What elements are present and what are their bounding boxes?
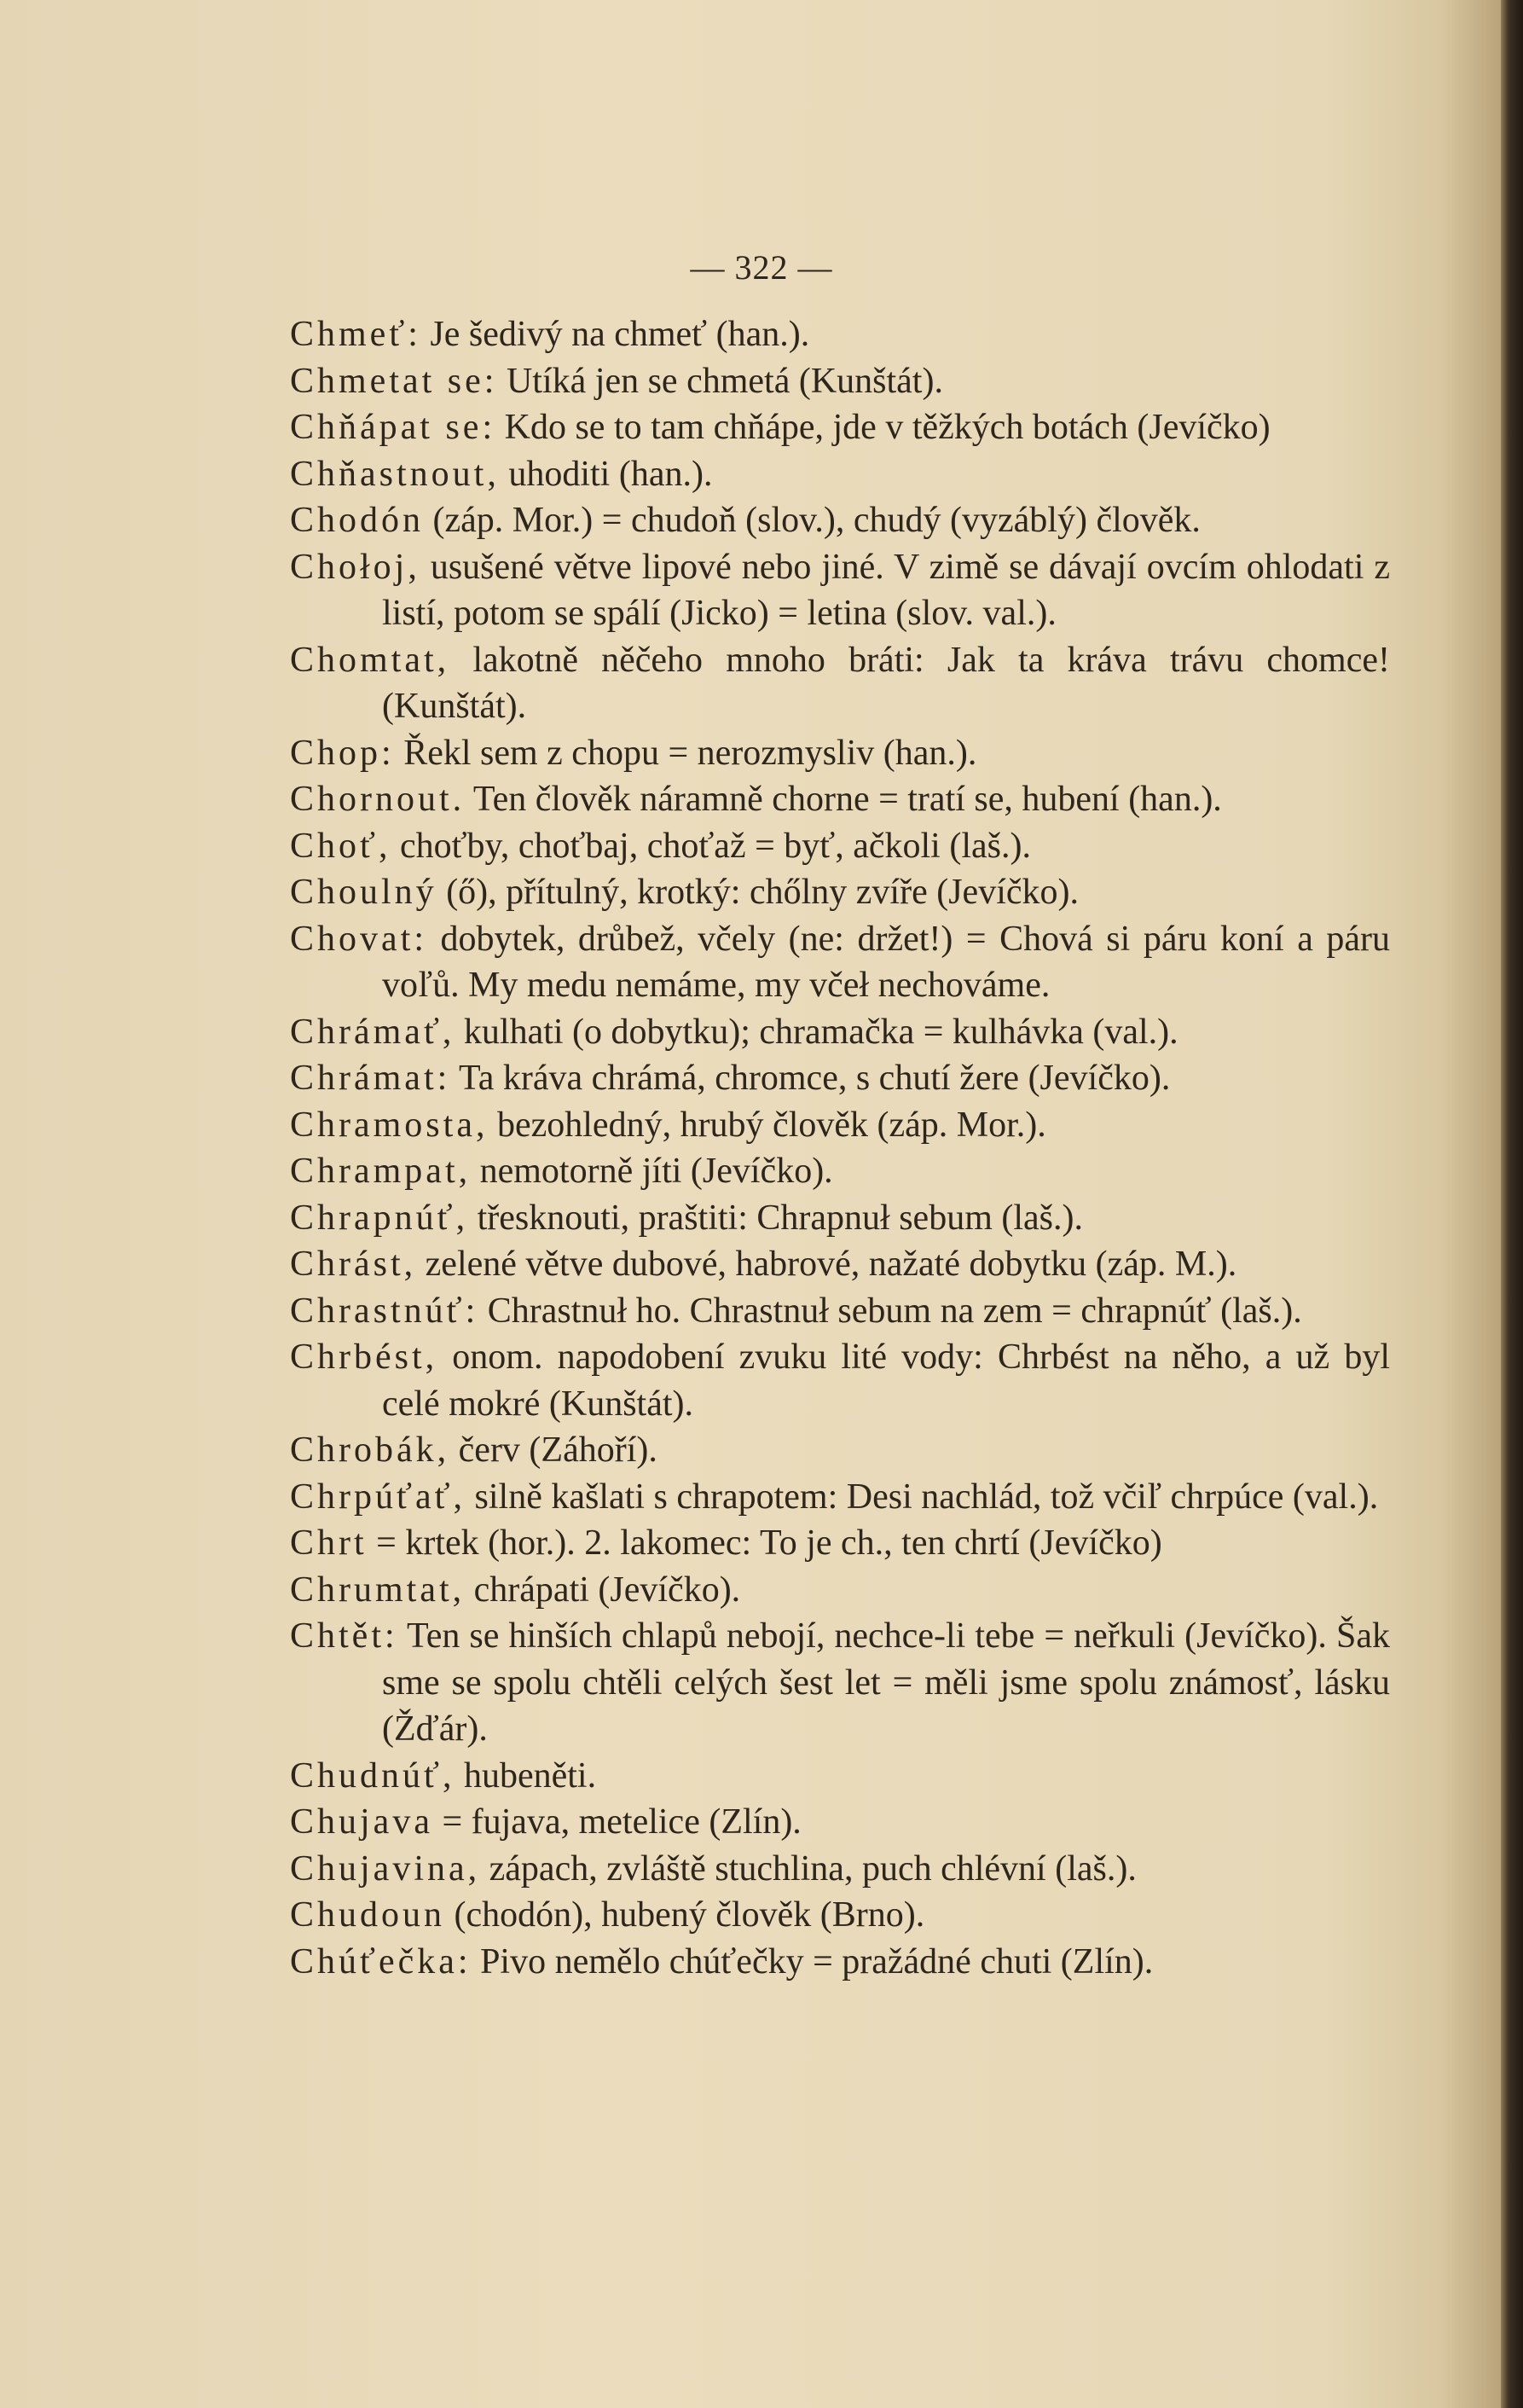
dictionary-entry xyxy=(290,1520,1390,1567)
dictionary-entry xyxy=(290,1241,1390,1288)
dictionary-entry xyxy=(290,1939,1390,1986)
entry-headword: Chrampat, xyxy=(290,1152,472,1191)
entry-headword: Chrbést, xyxy=(290,1337,438,1377)
entry-definition: silně kašlati s chrapotem: Desi nachlád, tož včiľ chrpúce (val.). xyxy=(466,1477,1379,1517)
dictionary-entry xyxy=(290,916,1390,1009)
entry-definition: kulhati (o dobytku); chramačka = kulhávka (val.). xyxy=(455,1012,1178,1052)
dictionary-entries xyxy=(290,311,1390,1985)
entry-headword: Chrobák, xyxy=(290,1430,450,1470)
entry-definition: nemotorně jíti (Jevíčko). xyxy=(471,1152,833,1191)
dictionary-entry xyxy=(290,1427,1390,1474)
entry-definition: Kdo se to tam chňápe, jde v těžkých botách (Jevíčko) xyxy=(495,408,1271,447)
dictionary-entry xyxy=(290,497,1390,544)
entry-definition: onom. napodobení zvuku lité vody: Chrbést na něho, a už byl celé mokré (Kunštát). xyxy=(382,1337,1390,1424)
entry-headword: Chrumtat, xyxy=(290,1570,466,1610)
entry-definition: lakotně něčeho mnoho bráti: Jak ta kráva trávu chomce! (Kunštát). xyxy=(382,640,1390,726)
entry-definition: usušené větve lipové nebo jiné. V zimě se dávají ovcím ohlodati z listí, potom se spálí (Jicko) = letina (slov. val.). xyxy=(382,547,1390,633)
dictionary-entry xyxy=(290,358,1390,405)
dictionary-entry xyxy=(290,869,1390,916)
entry-headword: Chop: xyxy=(290,733,395,773)
entry-definition: Ta kráva chrámá, chromce, s chutí žere (Jevíčko). xyxy=(450,1059,1171,1098)
dictionary-entry xyxy=(290,1102,1390,1149)
entry-headword: Chramosta, xyxy=(290,1105,489,1145)
entry-definition: dobytek, drůbež, včely (ne: držet!) = Chová si páru koní a páru voľů. My medu nemáme, my včeł nechováme. xyxy=(382,919,1390,1005)
entry-headword: Chujava xyxy=(290,1802,433,1842)
dictionary-entry xyxy=(290,776,1390,823)
entry-headword: Chudnúť, xyxy=(290,1755,455,1796)
dictionary-entry xyxy=(290,1148,1390,1195)
entry-definition: hubeněti. xyxy=(455,1755,597,1796)
dictionary-entry xyxy=(290,1846,1390,1893)
dictionary-entry xyxy=(290,1613,1390,1753)
entry-headword: Chrámať, xyxy=(290,1012,455,1052)
entry-headword: Chtět: xyxy=(290,1616,398,1656)
dictionary-entry xyxy=(290,1474,1390,1521)
entry-headword: Chrpúťať, xyxy=(290,1477,466,1517)
entry-definition: (ő), přítulný, krotký: chőlny zvíře (Jevíčko). xyxy=(437,873,1079,912)
dictionary-entry xyxy=(290,1799,1390,1846)
entry-definition: (chodón), hubený člověk (Brno). xyxy=(445,1895,925,1935)
entry-definition: Ten se hinších chlapů nebojí, nechce-li tebe = neřkuli (Jevíčko). Šak sme se spolu chtěli celých šest let = měli jsme spolu známosť, lásku (Žďár). xyxy=(382,1616,1390,1749)
entry-headword: Chodón xyxy=(290,501,425,540)
dictionary-entry xyxy=(290,1334,1390,1427)
entry-definition: = fujava, metelice (Zlín). xyxy=(432,1802,802,1842)
entry-headword: Chovat: xyxy=(290,919,427,959)
entry-headword: Chrastnúť: xyxy=(290,1291,479,1331)
dictionary-entry xyxy=(290,1009,1390,1056)
dictionary-entry xyxy=(290,451,1390,498)
entry-definition: Ten člověk náramně chorne = tratí se, hubení (han.). xyxy=(465,780,1222,819)
entry-headword: Chornout. xyxy=(290,780,466,819)
entry-definition: Utíká jen se chmetá (Kunštát). xyxy=(497,361,943,401)
entry-definition: bezohledný, hrubý člověk (záp. Mor.). xyxy=(488,1105,1046,1145)
entry-definition: Řekl sem z chopu = nerozmysliv (han.). xyxy=(394,733,977,773)
dictionary-entry xyxy=(290,1055,1390,1102)
dictionary-entry xyxy=(290,823,1390,870)
entry-headword: Chmeť: xyxy=(290,315,421,354)
page-number: — 322 — xyxy=(690,248,833,287)
dictionary-entry xyxy=(290,637,1390,730)
book-spine xyxy=(1501,0,1523,2408)
entry-definition: choťby, choťbaj, choťaž = byť, ačkoli (laš.). xyxy=(391,826,1031,866)
entry-definition: Chrastnuł ho. Chrastnuł sebum na zem = chrapnúť (laš.). xyxy=(478,1291,1302,1331)
dictionary-entry xyxy=(290,1195,1390,1242)
entry-headword: Choť, xyxy=(290,826,391,866)
entry-headword: Chúťečka: xyxy=(290,1941,472,1982)
entry-headword: Chudoun xyxy=(290,1895,446,1935)
entry-definition: uhoditi (han.). xyxy=(499,454,713,494)
entry-headword: Chomtat, xyxy=(290,640,450,680)
entry-headword: Chołoj, xyxy=(290,547,420,587)
entry-headword: Chmetat se: xyxy=(290,361,498,401)
entry-headword: Chujavina, xyxy=(290,1848,481,1889)
entry-definition: chrápati (Jevíčko). xyxy=(465,1570,741,1610)
entry-headword: Chrt xyxy=(290,1523,368,1563)
dictionary-entry xyxy=(290,311,1390,358)
entry-definition: zelené větve dubové, habrové, nažaté dobytku (záp. M.). xyxy=(416,1245,1237,1284)
entry-headword: Chrámat: xyxy=(290,1059,451,1098)
entry-definition: (záp. Mor.) = chudoň (slov.), chudý (vyzáblý) člověk. xyxy=(424,501,1201,540)
dictionary-entry xyxy=(290,404,1390,451)
dictionary-entry xyxy=(290,1753,1390,1800)
entry-headword: Choulný xyxy=(290,873,437,912)
entry-headword: Chňápat se: xyxy=(290,408,496,447)
entry-definition: Pivo nemělo chúťečky = pražádné chuti (Zlín). xyxy=(471,1941,1154,1982)
entry-definition: třesknouti, praštiti: Chrapnuł sebum (laš.). xyxy=(468,1198,1083,1238)
entry-headword: Chrapnúť, xyxy=(290,1198,469,1238)
dictionary-entry xyxy=(290,1892,1390,1939)
dictionary-entry xyxy=(290,1288,1390,1335)
entry-definition: červ (Záhoří). xyxy=(449,1430,657,1470)
entry-headword: Chňastnout, xyxy=(290,454,500,494)
dictionary-entry xyxy=(290,544,1390,637)
entry-headword: Chrást, xyxy=(290,1245,417,1284)
entry-definition: Je šedivý na chmeť (han.). xyxy=(420,315,810,354)
entry-definition: zápach, zvláště stuchlina, puch chlévní (laš.). xyxy=(480,1848,1137,1889)
dictionary-entry xyxy=(290,1567,1390,1614)
entry-definition: = krtek (hor.). 2. lakomec: To je ch., ten chrtí (Jevíčko) xyxy=(367,1523,1162,1563)
dictionary-entry xyxy=(290,730,1390,777)
